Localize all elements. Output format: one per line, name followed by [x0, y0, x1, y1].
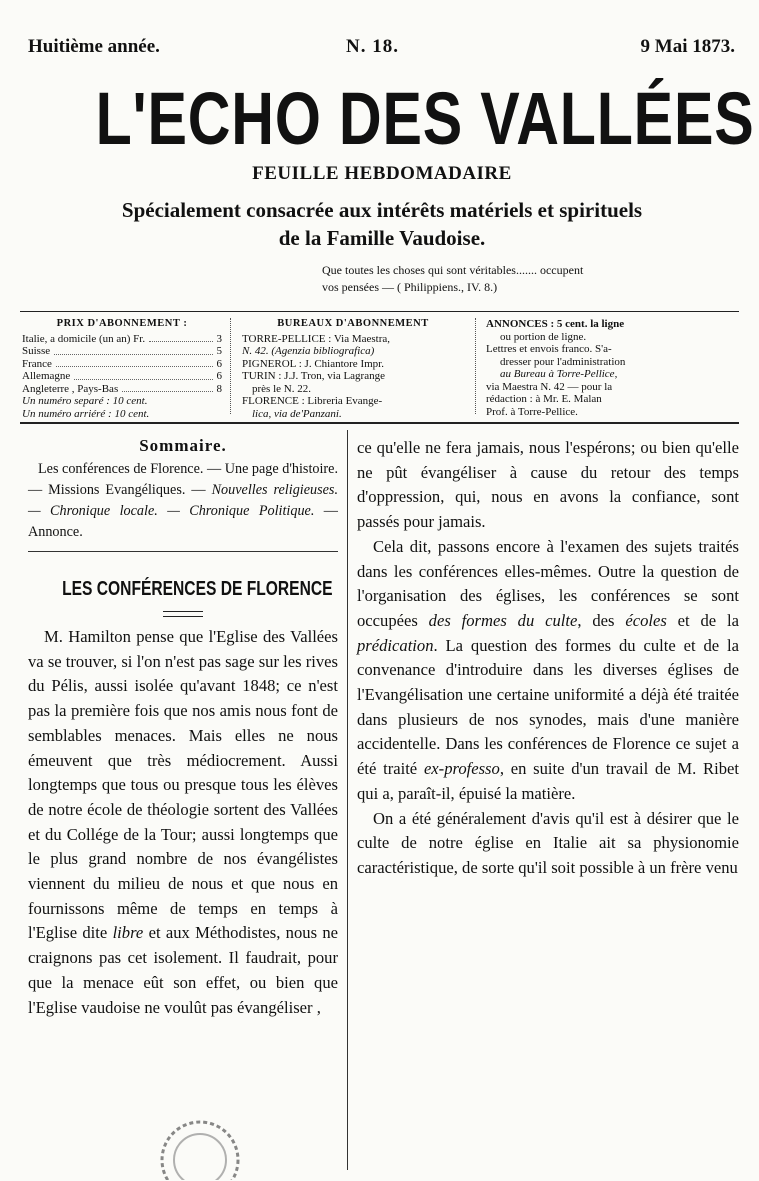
issue-date: 9 Mai 1873. — [640, 36, 735, 57]
ads-column — [486, 318, 740, 418]
price-row: Italie, a domicile (un an) Fr. 3 — [22, 332, 222, 345]
price-row: Suisse 5 — [22, 345, 222, 357]
issue-number: N. 18. — [346, 36, 399, 57]
newspaper-masthead: L'ECHO DES VALLÉES — [95, 77, 755, 160]
office-line: TURIN : J.J. Tron, via Lagrange — [242, 370, 385, 382]
prices-column — [22, 318, 222, 420]
article-title: LES CONFÉRENCES DE FLORENCE — [62, 578, 333, 600]
price-row: Angleterre , Pays-Bas 8 — [22, 382, 222, 395]
summary-title: Sommaire. — [139, 436, 227, 455]
ads-line: rédaction : à Mr. E. Malan — [486, 393, 602, 405]
newspaper-subtitle: FEUILLE HEBDOMADAIRE — [252, 163, 512, 184]
office-line: PIGNEROL : J. Chiantore Impr. — [242, 357, 384, 370]
title-ornament — [163, 611, 203, 617]
ads-line: Prof. à Torre-Pellice. — [486, 405, 578, 418]
offices-title: BUREAUX D'ABONNEMENT — [277, 318, 429, 329]
paragraph: Cela dit, passons encore à l'examen des sujets traités dans les conférences elles-mêmes. Outre la question de l'organisation des églises, les conférences se sont occupées des formes du culte, des écoles et de la prédication. La question des formes du culte et de la convenance d'introduire dans les diverses églises de l'Evangélisation une certaine uniformité a déjà été traitée dans plusieurs de nos synodes, mais d'une manière accidentelle. Dans les conférences de Florence ce sujet a été traité ex-professo, en suite d'un travail de M. Ribet qui a, paraît-il, épuisé la matière. — [357, 536, 740, 803]
office-line: TORRE-PELLICE : Via Maestra, — [242, 332, 391, 345]
motto-line-1: Que toutes les choses qui sont véritables....... occupent — [322, 263, 584, 277]
article-text-left — [28, 625, 338, 1020]
issue-year: Huitième année. — [28, 36, 160, 57]
office-line: FLORENCE : Libreria Evange- — [242, 395, 383, 407]
summary-text: Les conférences de Florence. — Une page d'histoire. — Missions Evangéliques. — Nouvelles religieuses. — Chronique locale. — Chronique Politique. — Annonce. — [28, 461, 339, 540]
back-issue-price: Un numéro arriéré : 10 cent. — [22, 407, 150, 420]
office-line: N. 42. (Agenzia bibliografica) — [242, 345, 375, 357]
issue-info-line — [28, 36, 735, 60]
left-column — [28, 436, 338, 1020]
offices-column — [242, 318, 464, 420]
office-line: près le N. 22. — [252, 382, 311, 395]
ads-line: Lettres et envois franco. S'a- — [486, 343, 612, 355]
article-text-right — [357, 436, 739, 881]
paragraph: M. Hamilton pense que l'Eglise des Vallées va se trouver, si l'on n'est pas sage sur les rives du Pélis, aussi isolée qu'avant 1848; ce n'est pas la première fois que nos amis nous font de semblables menaces. Mais elles ne nous émeuvent que très médiocrement. Aussi longtemps que tous ou presque tous les élèves de notre école de théologie sortent des Vallées et du Collége de la Tour; aussi longtemps que le plus grand nombre de nos évangélistes viennent du milieu de nous et que nous en fournissons même de temps en temps à l'Eglise dite libre et aux Méthodistes, nous ne craignons pas cet isolement. Il faudrait, pour que la menace eût son effet, ou bien que l'Eglise vaudoise ne voulût pas évangéliser , — [28, 627, 338, 1017]
paragraph: ce qu'elle ne fera jamais, nous l'espérons; ou bien qu'elle ne pût évangéliser à cause du retour des temps d'oppression, qui, nous en avons la confiance, sont passés pour jamais. — [357, 438, 739, 532]
paragraph: On a été généralement d'avis qu'il est à désirer que le culte de notre église en Italie ait sa physionomie caractéristique, de sorte qu'il soit possible à un frère venu — [357, 808, 739, 877]
ads-line: ou portion de ligne. — [500, 330, 587, 343]
office-line: lica, via de'Panzani. — [252, 407, 342, 420]
subscription-band — [20, 311, 739, 424]
tagline-line-2: de la Famille Vaudoise. — [278, 226, 486, 250]
price-row: Allemagne 6 — [22, 370, 222, 382]
ads-line: dresser pour l'administration — [500, 355, 626, 368]
column-rule — [347, 430, 348, 1170]
tagline-line-1: Spécialement consacrée aux intérêts matériels et spirituels — [121, 198, 643, 222]
newspaper-tagline — [24, 196, 740, 252]
single-issue-price: Un numéro separé : 10 cent. — [22, 395, 148, 407]
right-column — [357, 436, 739, 881]
motto-line-2: vos pensées — ( Philippiens., IV. 8.) — [322, 280, 498, 294]
ads-line: via Maestra N. 42 — pour la — [486, 380, 613, 393]
motto-quote — [322, 262, 742, 296]
ads-title: ANNONCES : 5 cent. la ligne — [486, 318, 625, 330]
library-stamp-icon — [150, 1100, 250, 1180]
column-separator — [475, 318, 482, 414]
summary-rule — [28, 551, 338, 552]
price-row: France 6 — [22, 357, 222, 370]
ads-line: au Bureau à Torre-Pellice, — [500, 368, 618, 380]
prices-title: PRIX D'ABONNEMENT : — [56, 318, 188, 329]
column-separator — [230, 318, 237, 414]
